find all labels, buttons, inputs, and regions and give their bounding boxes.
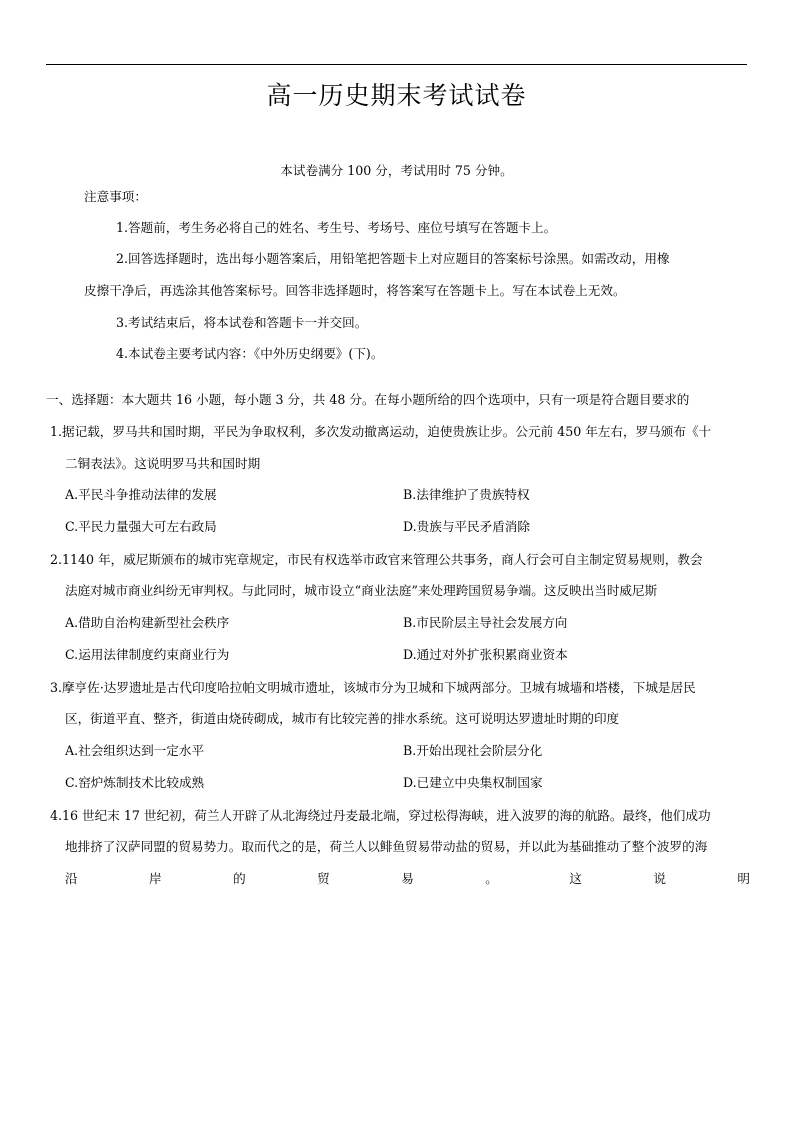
question-4-stem-line-2: 地排挤了汉萨同盟的贸易势力。取而代之的是，荷兰人以鲱鱼贸易带动盐的贸易，并以此为基础推动了整个波罗的海 [65,839,708,854]
top-rule [46,64,747,65]
question-4-char: 的 [233,871,246,886]
question-3-stem-line-1: 3.摩亨佐·达罗遗址是古代印度哈拉帕文明城市遗址，该城市分为卫城和下城两部分。卫城有城墙和塔楼，下城是居民 [50,680,696,695]
question-3-option-c: C.窑炉炼制技术比较成熟 [65,775,205,790]
section-heading: 一、选择题：本大题共 16 小题，每小题 3 分，共 48 分。在每小题所给的四个选项中，只有一项是符合题目要求的 [46,392,690,407]
question-4-stem-line-1: 4.16 世纪末 17 世纪初，荷兰人开辟了从北海绕过丹麦最北端，穿过松得海峡，进入波罗的海的航路。最终，他们成功 [50,808,711,823]
question-2-option-c: C.运用法律制度约束商业行为 [65,647,230,662]
question-1-option-b: B.法律维护了贵族特权 [403,487,530,502]
question-2-option-a: A.借助自治构建新型社会秩序 [65,615,230,630]
question-4-char: 明 [737,871,750,886]
notice-item-2-line-2: 皮擦干净后，再选涂其他答案标号。回答非选择题时，将答案写在答题卡上。写在本试卷上无效。 [84,283,626,298]
question-3-option-a: A.社会组织达到一定水平 [65,743,205,758]
question-1-stem-line-1: 1.据记载，罗马共和国时期，平民为争取权利，多次发动撤离运动，迫使贵族让步。公元前 450 年左右，罗马颁布《十 [50,424,712,439]
notice-item-4: 4.本试卷主要考试内容：《中外历史纲要》(下)。 [116,346,384,361]
question-2-option-b: B.市民阶层主导社会发展方向 [403,615,568,630]
question-2-stem-line-2: 法庭对城市商业纠纷无审判权。与此同时，城市设立“商业法庭”来处理跨国贸易争端。这反映出当时威尼斯 [65,583,658,598]
question-4-char: 说 [653,871,666,886]
question-4-char: 易 [401,871,414,886]
notice-heading: 注意事项： [84,189,147,204]
question-4-char: 贸 [317,871,330,886]
notice-item-1: 1.答题前，考生务必将自己的姓名、考生号、考场号、座位号填写在答题卡上。 [116,220,557,235]
question-2-stem-line-1: 2.1140 年，威尼斯颁布的城市宪章规定，市民有权选举市政官来管理公共事务，商人行会可自主制定贸易规则，教会 [50,552,703,567]
question-3-option-b: B.开始出现社会阶层分化 [403,743,543,758]
question-4-char: 岸 [149,871,162,886]
question-4-char: 。 [485,871,498,886]
question-4-char: 这 [569,871,582,886]
question-4-char: 沿 [65,871,78,886]
question-3-stem-line-2: 区，街道平直、整齐，街道由烧砖砌成，城市有比较完善的排水系统。这可说明达罗遗址时期的印度 [65,711,620,726]
page-title: 高一历史期末考试试卷 [266,81,527,110]
question-4-stem-line-3 [65,871,750,887]
exam-info: 本试卷满分 100 分，考试用时 75 分钟。 [280,163,513,178]
question-3-option-d: D.已建立中央集权制国家 [403,775,543,790]
question-1-option-d: D.贵族与平民矛盾消除 [403,519,530,534]
question-1-option-a: A.平民斗争推动法律的发展 [65,487,217,502]
question-1-stem-line-2: 二铜表法》。这说明罗马共和国时期 [65,456,261,471]
notice-item-3: 3.考试结束后，将本试卷和答题卡一并交回。 [116,315,368,330]
question-1-option-c: C.平民力量强大可左右政局 [65,519,217,534]
question-2-option-d: D.通过对外扩张积累商业资本 [403,647,568,662]
notice-item-2-line-1: 2.回答选择题时，选出每小题答案后，用铅笔把答题卡上对应题目的答案标号涂黑。如需改动，用橡 [116,251,670,266]
